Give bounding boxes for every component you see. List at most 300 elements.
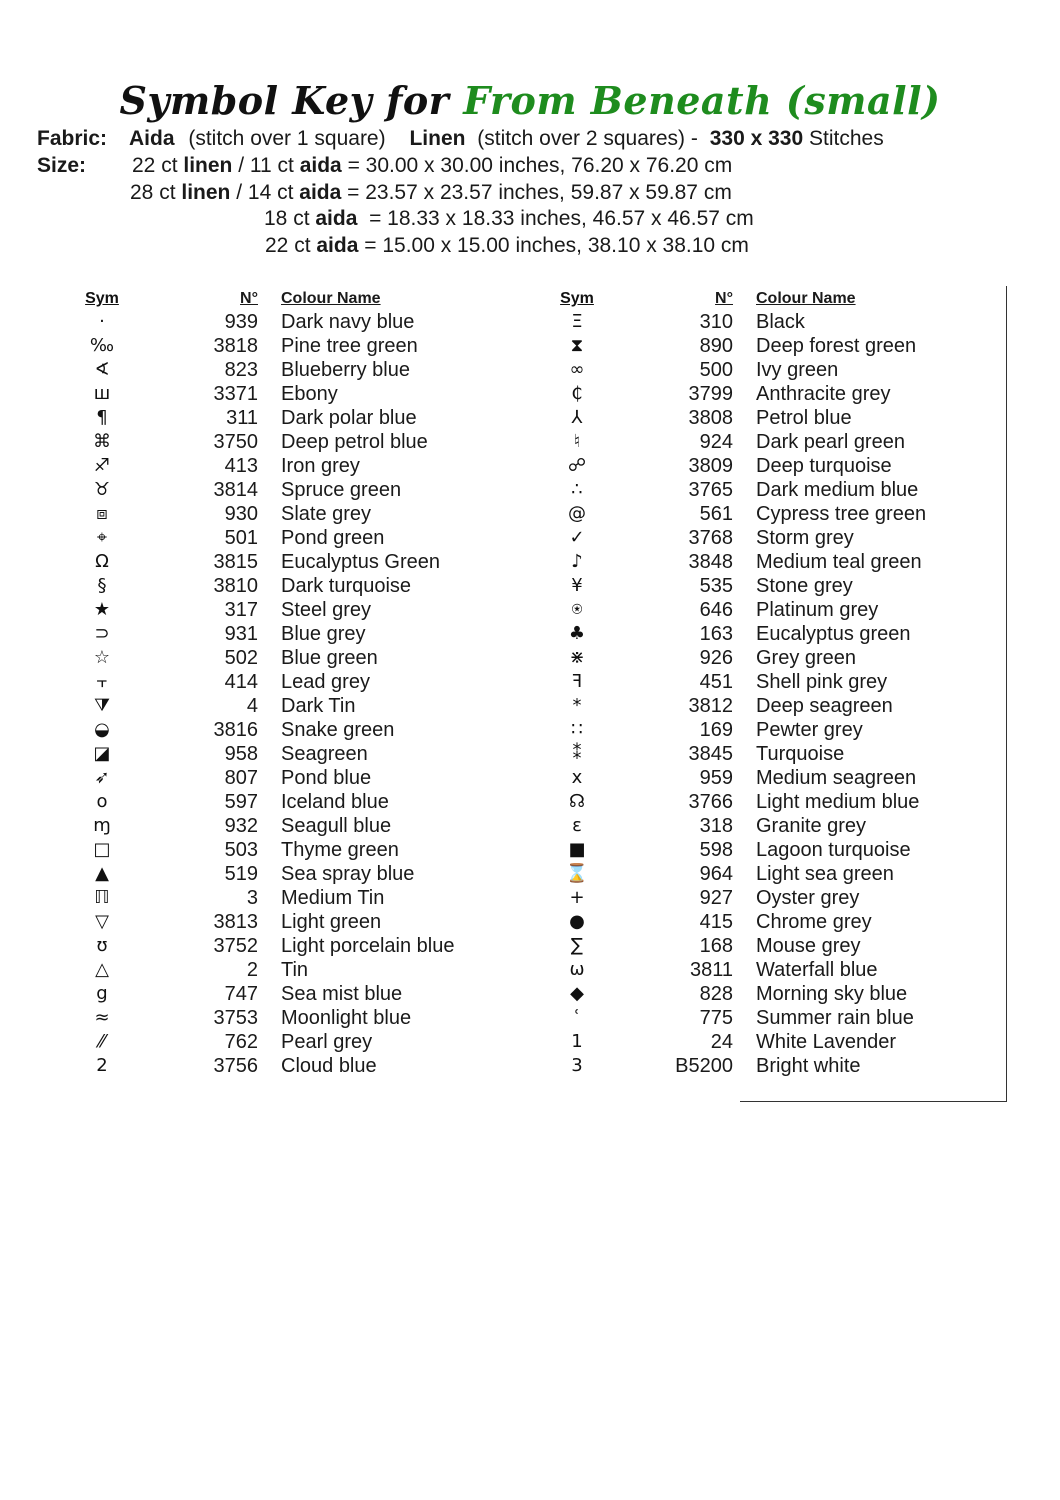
table-row bbox=[545, 574, 1015, 598]
symbol-glyph: ♐ bbox=[93, 455, 111, 476]
symbol-glyph: ⁑ bbox=[572, 743, 582, 764]
colour-name: Eucalyptus Green bbox=[281, 551, 440, 573]
thread-number: 502 bbox=[224, 647, 258, 669]
symbol-glyph: ¶ bbox=[96, 407, 108, 428]
thread-number: 4 bbox=[246, 695, 258, 717]
symbol-glyph: ω bbox=[569, 959, 585, 980]
table-row bbox=[70, 958, 540, 982]
table-row bbox=[545, 766, 1015, 790]
symbol-glyph: ⌛ bbox=[565, 863, 589, 884]
thread-number: 503 bbox=[224, 839, 258, 861]
table-row bbox=[70, 910, 540, 934]
colour-name: Blue green bbox=[281, 647, 378, 669]
symbol-glyph: o bbox=[96, 791, 108, 812]
symbol-glyph: 3 bbox=[571, 1055, 583, 1076]
table-header bbox=[545, 288, 1015, 310]
symbol-glyph: Ξ bbox=[571, 311, 583, 332]
symbol-glyph: ⅄ bbox=[571, 407, 583, 428]
symbol-glyph: ⍟ bbox=[571, 599, 583, 620]
symbol-glyph: ≈ bbox=[94, 1007, 110, 1028]
colour-name: Dark pearl green bbox=[756, 431, 905, 453]
size-line-2-mid: / 14 ct bbox=[230, 181, 300, 204]
colour-name: Oyster grey bbox=[756, 887, 860, 909]
thread-number: 500 bbox=[699, 359, 733, 381]
table-row bbox=[545, 790, 1015, 814]
symbol-glyph: ◒ bbox=[94, 719, 110, 740]
symbol-glyph: ⁄⁄ bbox=[98, 1031, 105, 1052]
colour-name: Pine tree green bbox=[281, 335, 418, 357]
thread-number: 2 bbox=[246, 959, 258, 981]
colour-name: Thyme green bbox=[281, 839, 399, 861]
symbol-glyph: ➶ bbox=[94, 767, 110, 788]
symbol-glyph: 1 bbox=[571, 1031, 583, 1052]
symbol-glyph: ♪ bbox=[571, 551, 583, 572]
thread-number: 317 bbox=[224, 599, 258, 621]
size-line-3 bbox=[264, 206, 754, 232]
thread-number: 823 bbox=[224, 359, 258, 381]
size-label-text: Size: bbox=[37, 154, 87, 177]
thread-number: 3818 bbox=[213, 335, 258, 357]
size-line-1-bold2: aida bbox=[299, 154, 342, 177]
header-sym: Sym bbox=[560, 290, 594, 307]
table-row bbox=[70, 766, 540, 790]
size-line-1-pre: 22 ct bbox=[132, 154, 184, 177]
table-row bbox=[545, 454, 1015, 478]
size-line-2 bbox=[130, 180, 732, 206]
table-row bbox=[70, 478, 540, 502]
symbol-glyph: ☆ bbox=[93, 647, 111, 668]
colour-name: Light medium blue bbox=[756, 791, 920, 813]
table-row bbox=[545, 838, 1015, 862]
colour-name: Light green bbox=[281, 911, 382, 933]
thread-number: 3813 bbox=[213, 911, 258, 933]
table-row bbox=[70, 454, 540, 478]
colour-name: Turquoise bbox=[756, 743, 845, 765]
size-line-2-bold1: linen bbox=[181, 181, 231, 204]
thread-number: 3811 bbox=[689, 959, 733, 981]
colour-name: Blueberry blue bbox=[281, 359, 410, 381]
symbol-glyph: ℿ bbox=[94, 887, 110, 908]
table-row bbox=[70, 406, 540, 430]
colour-name: Bright white bbox=[756, 1055, 861, 1077]
symbol-glyph: ɛ bbox=[572, 815, 582, 836]
thread-number: 501 bbox=[224, 527, 258, 549]
thread-number: 646 bbox=[699, 599, 733, 621]
table-row bbox=[70, 502, 540, 526]
thread-number: 535 bbox=[699, 575, 733, 597]
thread-number: 964 bbox=[699, 863, 733, 885]
thread-number: 3766 bbox=[688, 791, 733, 813]
table-row bbox=[70, 1030, 540, 1054]
symbol-glyph: ⧩ bbox=[93, 695, 111, 716]
table-row bbox=[70, 622, 540, 646]
colour-name: Mouse grey bbox=[756, 935, 861, 957]
symbol-glyph: ₵ bbox=[571, 383, 583, 404]
table-row bbox=[545, 814, 1015, 838]
thread-number: 775 bbox=[699, 1007, 733, 1029]
colour-name: Morning sky blue bbox=[756, 983, 908, 1005]
size-line-3-pre: 18 ct bbox=[264, 207, 316, 230]
colour-name: Snake green bbox=[281, 719, 395, 741]
thread-number: 3371 bbox=[213, 383, 258, 405]
table-row bbox=[545, 1030, 1015, 1054]
table-row bbox=[545, 1006, 1015, 1030]
table-row bbox=[545, 670, 1015, 694]
colour-name: Lead grey bbox=[281, 671, 370, 693]
table-row bbox=[545, 1054, 1015, 1078]
symbol-glyph: ♣ bbox=[568, 623, 586, 644]
colour-name: Iron grey bbox=[281, 455, 360, 477]
fabric-aida: Aida bbox=[129, 127, 175, 150]
thread-number: 807 bbox=[224, 767, 258, 789]
colour-name: Sea mist blue bbox=[281, 983, 403, 1005]
table-row bbox=[70, 1006, 540, 1030]
colour-name: Chrome grey bbox=[756, 911, 872, 933]
header-num: N° bbox=[240, 290, 258, 307]
table-row bbox=[70, 358, 540, 382]
table-row bbox=[545, 958, 1015, 982]
thread-number: 169 bbox=[699, 719, 733, 741]
thread-number: 959 bbox=[699, 767, 733, 789]
thread-number: 890 bbox=[699, 335, 733, 357]
thread-number: 597 bbox=[224, 791, 258, 813]
table-row bbox=[70, 838, 540, 862]
size-line-4-bold1: aida bbox=[316, 234, 359, 257]
table-row bbox=[70, 694, 540, 718]
table-row bbox=[545, 550, 1015, 574]
symbol-glyph: ♉ bbox=[93, 479, 111, 500]
thread-number: 939 bbox=[224, 311, 258, 333]
symbol-table-left bbox=[70, 288, 540, 1078]
size-line-2-pre: 28 ct bbox=[130, 181, 182, 204]
symbol-glyph: ⌘ bbox=[93, 431, 111, 452]
table-row bbox=[545, 742, 1015, 766]
colour-name: Pond green bbox=[281, 527, 385, 549]
table-row bbox=[545, 406, 1015, 430]
symbol-glyph: ⧗ bbox=[570, 335, 584, 356]
size-line-2-rest: = 23.57 x 23.57 inches, 59.87 x 59.87 cm bbox=[341, 181, 732, 204]
colour-name: Dark Tin bbox=[281, 695, 356, 717]
thread-number: 413 bbox=[224, 455, 258, 477]
thread-number: 932 bbox=[224, 815, 258, 837]
colour-name: Medium teal green bbox=[756, 551, 922, 573]
symbol-glyph: ⧈ bbox=[96, 503, 108, 524]
colour-name: Grey green bbox=[756, 647, 857, 669]
thread-number: 3816 bbox=[213, 719, 258, 741]
thread-number: 598 bbox=[699, 839, 733, 861]
thread-number: 3799 bbox=[688, 383, 733, 405]
fabric-linen: Linen bbox=[409, 127, 466, 150]
fabric-aida-note: (stitch over 1 square) bbox=[188, 127, 386, 150]
title-prefix: Symbol Key for bbox=[119, 78, 450, 123]
thread-number: 958 bbox=[224, 743, 258, 765]
symbol-glyph: ꟻ bbox=[571, 671, 583, 692]
symbol-glyph: @ bbox=[568, 503, 586, 524]
thread-number: 561 bbox=[699, 503, 733, 525]
size-line-3-rest: = 18.33 x 18.33 inches, 46.57 x 46.57 cm bbox=[357, 207, 754, 230]
table-row bbox=[545, 622, 1015, 646]
thread-number: 3810 bbox=[213, 575, 258, 597]
table-row bbox=[545, 886, 1015, 910]
thread-number: 318 bbox=[699, 815, 733, 837]
thread-number: 930 bbox=[224, 503, 258, 525]
symbol-glyph: △ bbox=[95, 959, 109, 980]
table-row bbox=[70, 382, 540, 406]
symbol-glyph: + bbox=[569, 887, 585, 908]
thread-number: 3808 bbox=[688, 407, 733, 429]
colour-name: Medium seagreen bbox=[756, 767, 917, 789]
symbol-glyph: ☊ bbox=[569, 791, 585, 812]
table-row bbox=[70, 334, 540, 358]
thread-number: 828 bbox=[699, 983, 733, 1005]
colour-name: Black bbox=[756, 311, 805, 333]
colour-name: Waterfall blue bbox=[756, 959, 878, 981]
colour-name: Iceland blue bbox=[281, 791, 389, 813]
colour-name: Seagull blue bbox=[281, 815, 392, 837]
symbol-glyph: ⫟ bbox=[96, 671, 108, 692]
table-row bbox=[70, 526, 540, 550]
table-row bbox=[545, 598, 1015, 622]
size-line-1 bbox=[132, 153, 732, 179]
header-name: Colour Name bbox=[281, 290, 381, 307]
colour-name: Deep seagreen bbox=[756, 695, 893, 717]
table-bottom-border bbox=[740, 1101, 1007, 1102]
thread-number: 3848 bbox=[688, 551, 733, 573]
symbol-glyph: ‰ bbox=[89, 335, 115, 356]
header-name: Colour Name bbox=[756, 290, 856, 307]
table-row bbox=[545, 862, 1015, 886]
table-row bbox=[70, 670, 540, 694]
colour-name: Deep petrol blue bbox=[281, 431, 428, 453]
table-row bbox=[545, 934, 1015, 958]
size-line-2-bold2: aida bbox=[299, 181, 342, 204]
size-label bbox=[37, 153, 86, 179]
thread-number: 3753 bbox=[213, 1007, 258, 1029]
thread-number: 168 bbox=[699, 935, 733, 957]
symbol-glyph: □ bbox=[93, 839, 111, 860]
pattern-name: From Beneath (small) bbox=[463, 78, 941, 123]
thread-number: 762 bbox=[224, 1031, 258, 1053]
fabric-stitches: 330 x 330 bbox=[709, 127, 804, 150]
colour-name: Sea spray blue bbox=[281, 863, 415, 885]
thread-number: 926 bbox=[699, 647, 733, 669]
colour-name: Petrol blue bbox=[756, 407, 852, 429]
colour-name: Ivy green bbox=[756, 359, 839, 381]
table-row bbox=[70, 310, 540, 334]
symbol-glyph: * bbox=[572, 695, 582, 716]
symbol-glyph: ∴ bbox=[571, 479, 583, 500]
size-line-1-rest: = 30.00 x 30.00 inches, 76.20 x 76.20 cm bbox=[341, 154, 733, 177]
table-row bbox=[545, 334, 1015, 358]
size-line-4 bbox=[265, 233, 749, 259]
table-row bbox=[70, 862, 540, 886]
thread-number: 3756 bbox=[213, 1055, 258, 1077]
symbol-glyph: 2 bbox=[96, 1055, 108, 1076]
table-row bbox=[545, 718, 1015, 742]
table-row bbox=[70, 982, 540, 1006]
table-row bbox=[545, 646, 1015, 670]
colour-name: Slate grey bbox=[281, 503, 372, 525]
table-row bbox=[545, 478, 1015, 502]
colour-name: Deep turquoise bbox=[756, 455, 892, 477]
thread-number: 927 bbox=[699, 887, 733, 909]
symbol-glyph: ◪ bbox=[93, 743, 111, 764]
colour-name: Blue grey bbox=[281, 623, 366, 645]
colour-name: Cloud blue bbox=[281, 1055, 377, 1077]
symbol-glyph: ¥ bbox=[571, 575, 583, 596]
colour-name: White Lavender bbox=[756, 1031, 897, 1053]
thread-number: 3768 bbox=[688, 527, 733, 549]
table-row bbox=[70, 934, 540, 958]
thread-number: 3765 bbox=[688, 479, 733, 501]
table-row bbox=[545, 526, 1015, 550]
colour-name: Cypress tree green bbox=[756, 503, 927, 525]
thread-number: 3845 bbox=[688, 743, 733, 765]
symbol-glyph: ◆ bbox=[570, 983, 584, 1004]
colour-name: Tin bbox=[281, 959, 309, 981]
thread-number: 415 bbox=[699, 911, 733, 933]
symbol-glyph: ɱ bbox=[93, 815, 111, 836]
thread-number: 3 bbox=[246, 887, 258, 909]
symbol-glyph: ∞ bbox=[569, 359, 585, 380]
thread-number: 3809 bbox=[688, 455, 733, 477]
table-row bbox=[545, 310, 1015, 334]
thread-number: 3814 bbox=[213, 479, 258, 501]
thread-number: 451 bbox=[699, 671, 733, 693]
table-row bbox=[70, 886, 540, 910]
thread-number: 24 bbox=[710, 1031, 733, 1053]
table-row bbox=[70, 550, 540, 574]
colour-name: Spruce green bbox=[281, 479, 402, 501]
thread-number: B5200 bbox=[675, 1055, 733, 1077]
symbol-glyph: § bbox=[97, 575, 107, 596]
colour-name: Seagreen bbox=[281, 743, 368, 765]
symbol-glyph: x bbox=[571, 767, 583, 788]
thread-number: 3812 bbox=[688, 695, 733, 717]
symbol-glyph: g bbox=[96, 983, 108, 1004]
colour-name: Dark medium blue bbox=[756, 479, 919, 501]
colour-name: Steel grey bbox=[281, 599, 372, 621]
table-row bbox=[70, 718, 540, 742]
colour-name: Moonlight blue bbox=[281, 1007, 412, 1029]
header-num: N° bbox=[715, 290, 733, 307]
table-row bbox=[545, 982, 1015, 1006]
colour-name: Dark turquoise bbox=[281, 575, 412, 597]
symbol-table-right bbox=[545, 288, 1015, 1078]
symbol-glyph: ∢ bbox=[94, 359, 110, 380]
colour-name: Storm grey bbox=[756, 527, 854, 549]
table-row bbox=[70, 646, 540, 670]
thread-number: 3750 bbox=[213, 431, 258, 453]
colour-name: Pond blue bbox=[281, 767, 372, 789]
symbol-glyph: Ω bbox=[95, 551, 109, 572]
colour-name: Lagoon turquoise bbox=[756, 839, 911, 861]
header-sym: Sym bbox=[85, 290, 119, 307]
table-row bbox=[70, 742, 540, 766]
size-line-1-mid: / 11 ct bbox=[232, 154, 300, 177]
table-row bbox=[545, 358, 1015, 382]
colour-name: Pearl grey bbox=[281, 1031, 373, 1053]
page-title bbox=[0, 78, 1060, 124]
colour-name: Shell pink grey bbox=[756, 671, 888, 693]
table-row bbox=[70, 430, 540, 454]
symbol-glyph: ☍ bbox=[567, 455, 587, 476]
symbol-glyph: ▲ bbox=[95, 863, 109, 884]
fabric-stitches-suffix: Stitches bbox=[809, 127, 884, 150]
symbol-glyph: ∑ bbox=[570, 935, 584, 956]
thread-number: 931 bbox=[224, 623, 258, 645]
thread-number: 519 bbox=[224, 863, 258, 885]
thread-number: 3752 bbox=[213, 935, 258, 957]
thread-number: 924 bbox=[699, 431, 733, 453]
colour-name: Light sea green bbox=[756, 863, 894, 885]
size-line-4-pre: 22 ct bbox=[265, 234, 317, 257]
thread-number: 414 bbox=[224, 671, 258, 693]
colour-name: Pewter grey bbox=[756, 719, 863, 741]
table-row bbox=[545, 694, 1015, 718]
thread-number: 163 bbox=[699, 623, 733, 645]
colour-name: Eucalyptus green bbox=[756, 623, 911, 645]
symbol-glyph: ʊ bbox=[96, 935, 108, 956]
table-header bbox=[70, 288, 540, 310]
symbol-glyph: ▽ bbox=[95, 911, 109, 932]
table-row bbox=[545, 910, 1015, 934]
symbol-glyph: · bbox=[99, 311, 105, 332]
table-row bbox=[545, 430, 1015, 454]
symbol-glyph: ш bbox=[93, 383, 111, 404]
table-row bbox=[545, 502, 1015, 526]
symbol-glyph: ■ bbox=[568, 839, 586, 860]
symbol-glyph: ♮ bbox=[573, 431, 581, 452]
symbol-glyph: ∷ bbox=[571, 719, 583, 740]
thread-number: 310 bbox=[699, 311, 733, 333]
size-line-1-bold1: linen bbox=[183, 154, 233, 177]
symbol-glyph: ⋇ bbox=[569, 647, 585, 668]
thread-number: 747 bbox=[224, 983, 258, 1005]
table-right-border bbox=[1006, 286, 1007, 1102]
table-row bbox=[70, 790, 540, 814]
colour-name: Medium Tin bbox=[281, 887, 385, 909]
colour-name: Anthracite grey bbox=[756, 383, 891, 405]
colour-name: Stone grey bbox=[756, 575, 853, 597]
symbol-glyph: ⌖ bbox=[96, 527, 108, 548]
size-line-3-bold1: aida bbox=[315, 207, 358, 230]
table-row bbox=[70, 814, 540, 838]
symbol-glyph: ✓ bbox=[569, 527, 585, 548]
colour-name: Deep forest green bbox=[756, 335, 917, 357]
colour-name: Dark navy blue bbox=[281, 311, 415, 333]
colour-name: Granite grey bbox=[756, 815, 867, 837]
table-row bbox=[70, 598, 540, 622]
colour-name: Platinum grey bbox=[756, 599, 879, 621]
thread-number: 3815 bbox=[213, 551, 258, 573]
symbol-glyph: ● bbox=[569, 911, 585, 932]
thread-number: 311 bbox=[226, 407, 258, 429]
colour-name: Light porcelain blue bbox=[281, 935, 455, 957]
colour-name: Summer rain blue bbox=[756, 1007, 914, 1029]
fabric-line bbox=[37, 126, 884, 152]
table-row bbox=[545, 382, 1015, 406]
size-line-4-rest: = 15.00 x 15.00 inches, 38.10 x 38.10 cm bbox=[358, 234, 749, 257]
table-row bbox=[70, 574, 540, 598]
symbol-glyph: ★ bbox=[93, 599, 111, 620]
symbol-glyph: ⊃ bbox=[94, 623, 110, 644]
colour-name: Dark polar blue bbox=[281, 407, 417, 429]
colour-name: Ebony bbox=[281, 383, 338, 405]
fabric-label: Fabric: bbox=[37, 127, 108, 150]
table-row bbox=[70, 1054, 540, 1078]
fabric-linen-note: (stitch over 2 squares) - bbox=[477, 127, 698, 150]
